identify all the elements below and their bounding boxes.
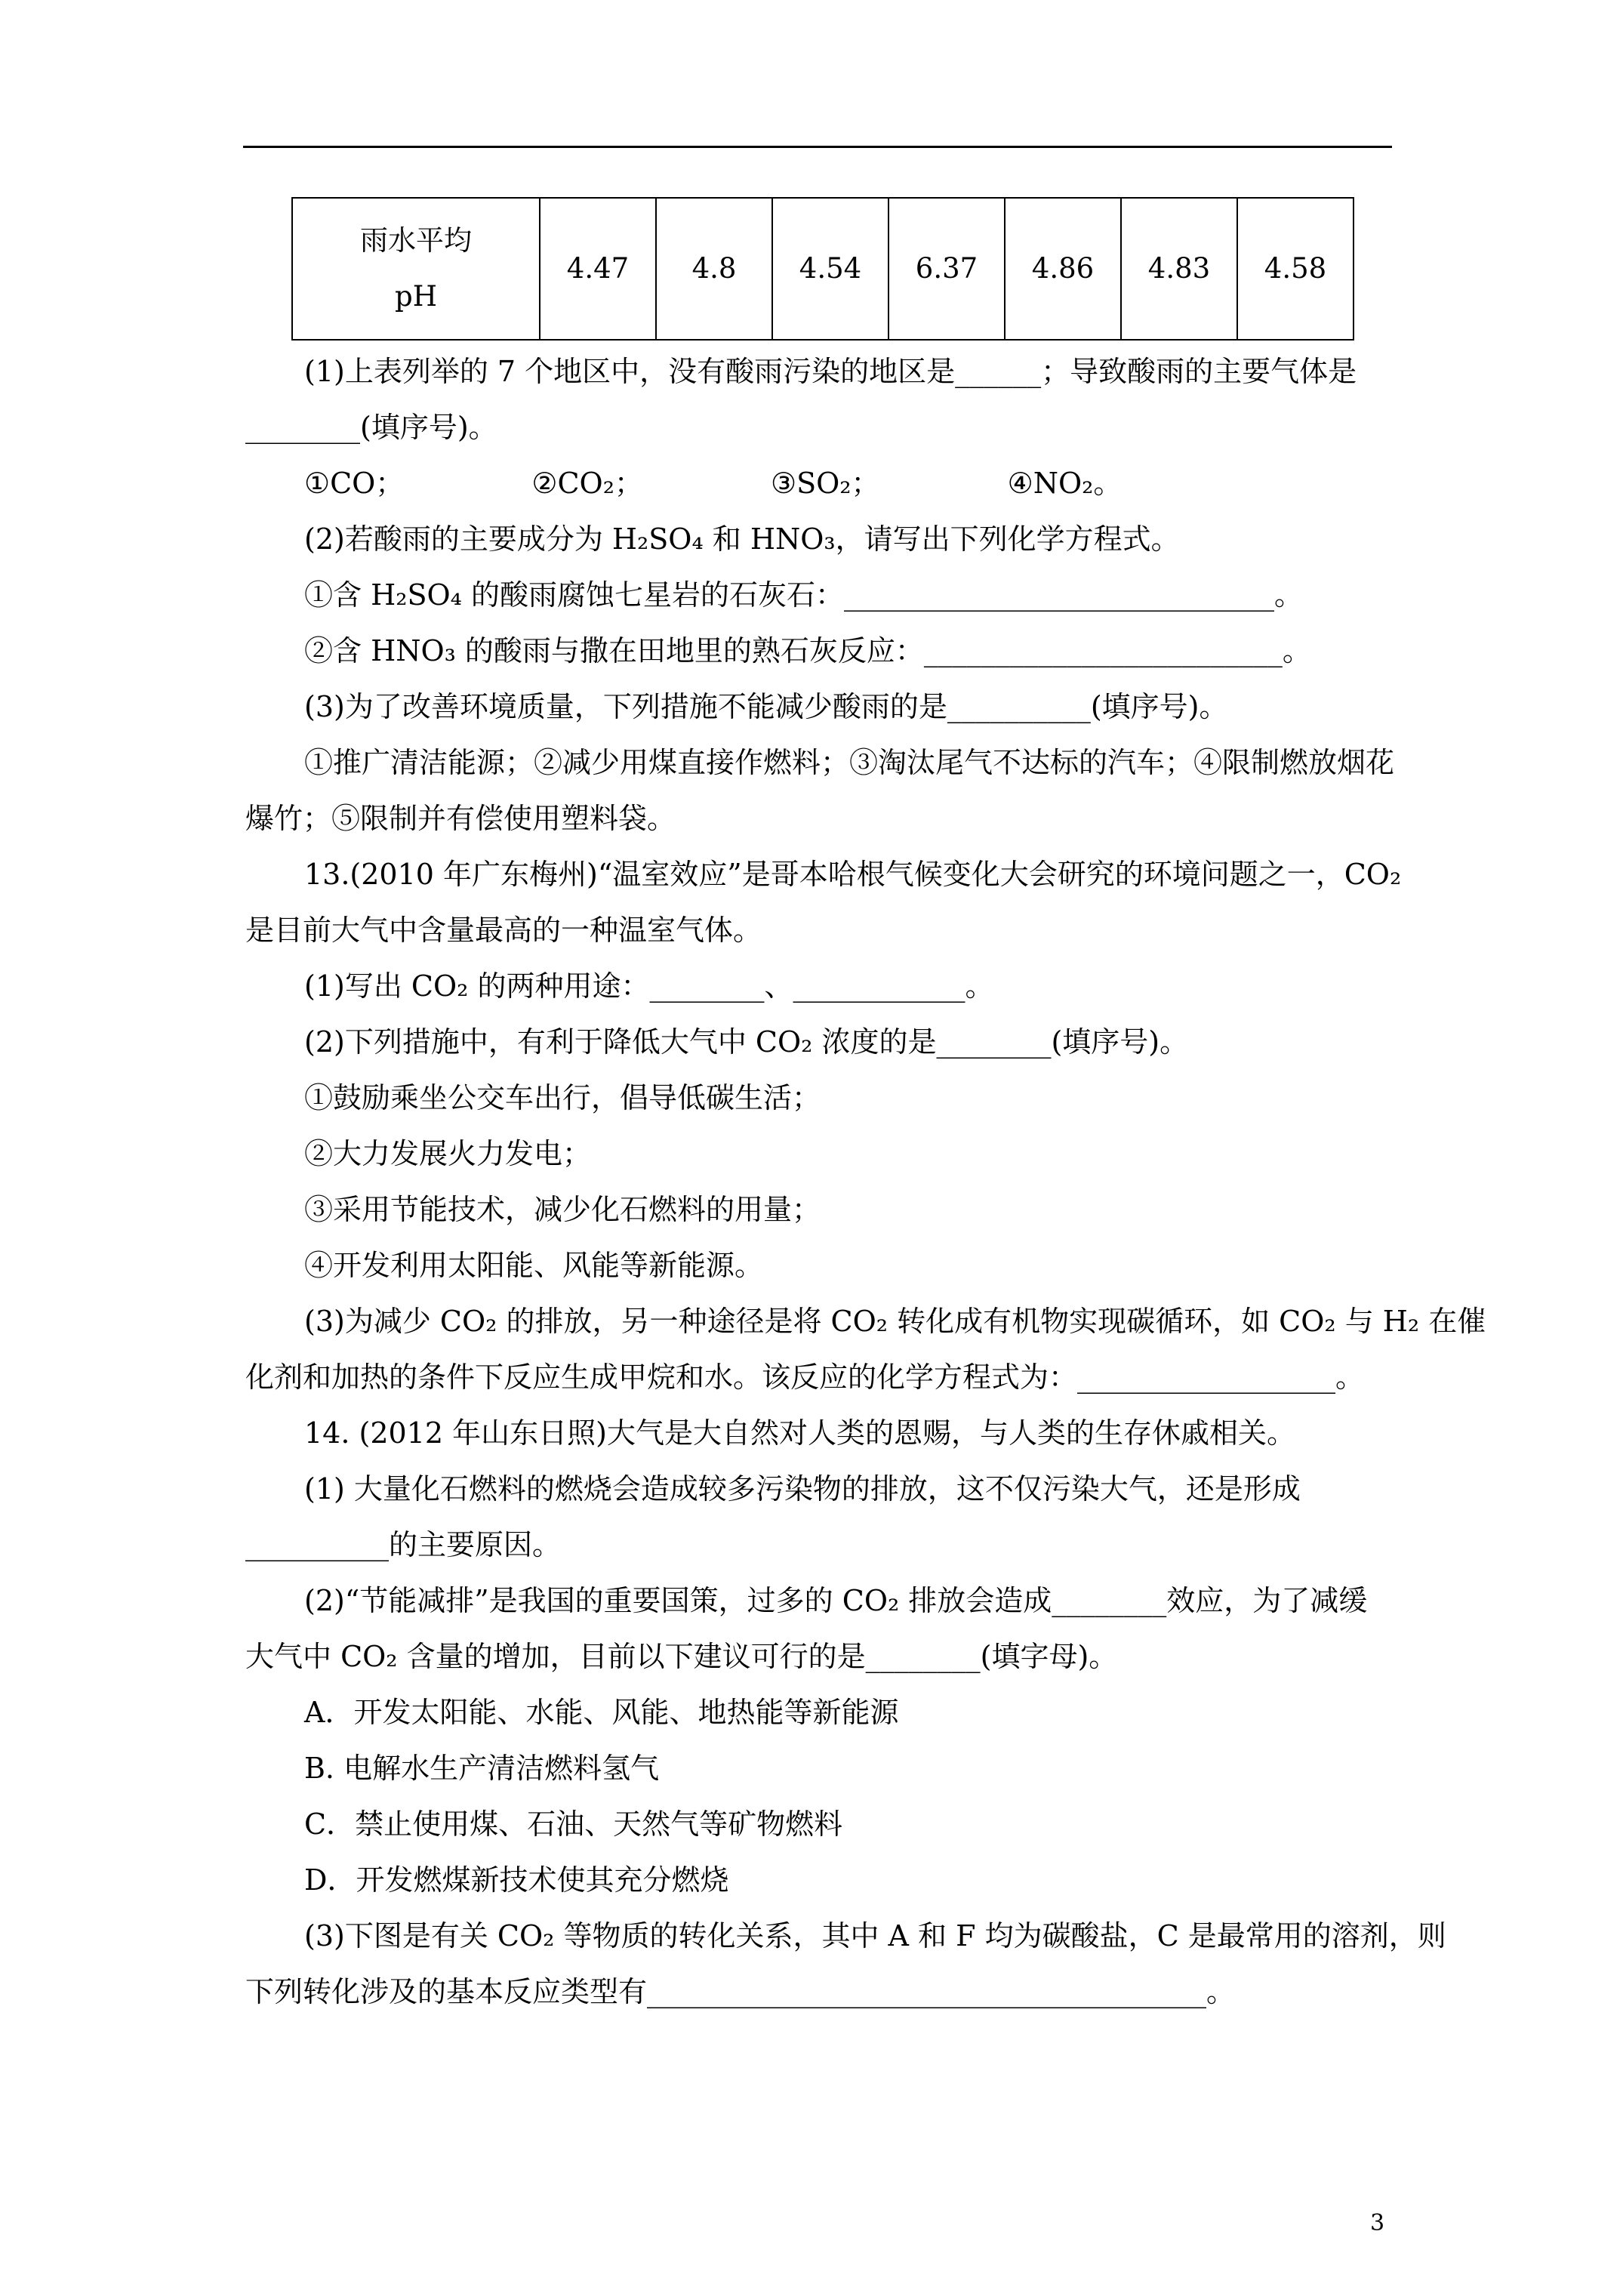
rain-ph-table bbox=[291, 197, 1354, 341]
text-line: __________的主要原因。 bbox=[245, 1528, 562, 1561]
text-line: (2)下列措施中，有利于降低大气中 CO₂ 浓度的是________(填序号)。 bbox=[304, 1025, 1189, 1059]
text-line: ①CO； ②CO₂； ③SO₂； ④NO₂。 bbox=[304, 467, 1123, 500]
row-label-line2: pH bbox=[395, 280, 437, 313]
text-line: 下列转化涉及的基本反应类型有_______________________________________。 bbox=[245, 1975, 1236, 2008]
text-line: ①鼓励乘坐公交车出行，倡导低碳生活； bbox=[304, 1081, 821, 1114]
text-line: ③采用节能技术，减少化石燃料的用量； bbox=[304, 1193, 821, 1226]
text-line: (2)“节能减排”是我国的重要国策，过多的 CO₂ 排放会造成________效应，为了减缓 bbox=[304, 1584, 1368, 1617]
text-line: A．开发太阳能、水能、风能、地热能等新能源 bbox=[304, 1696, 899, 1729]
ph-value-cell: 4.47 bbox=[540, 198, 656, 340]
text-line: ①含 H₂SO₄ 的酸雨腐蚀七星岩的石灰石：______________________________。 bbox=[304, 578, 1303, 612]
row-header-cell bbox=[292, 198, 540, 340]
text-line: (3)为了改善环境质量，下列措施不能减少酸雨的是__________(填序号)。 bbox=[304, 690, 1228, 723]
text-line: (3)下图是有关 CO₂ 等物质的转化关系，其中 A 和 F 均为碳酸盐，C 是最常用的溶剂，则 bbox=[304, 1919, 1446, 1952]
text-line: 大气中 CO₂ 含量的增加，目前以下建议可行的是________(填字母)。 bbox=[245, 1640, 1118, 1673]
text-line: (3)为减少 CO₂ 的排放，另一种途径是将 CO₂ 转化成有机物实现碳循环，如 CO₂ 与 H₂ 在催 bbox=[304, 1305, 1486, 1338]
text-line: (2)若酸雨的主要成分为 H₂SO₄ 和 HNO₃，请写出下列化学方程式。 bbox=[304, 522, 1180, 556]
ph-value-cell: 4.58 bbox=[1237, 198, 1354, 340]
text-line: B. 电解水生产清洁燃料氢气 bbox=[304, 1752, 660, 1785]
text-line: C．禁止使用煤、石油、天然气等矿物燃料 bbox=[304, 1808, 843, 1841]
ph-value-cell: 4.86 bbox=[1005, 198, 1121, 340]
text-line: (1)上表列举的 7 个地区中，没有酸雨污染的地区是______；导致酸雨的主要气体是 bbox=[304, 355, 1357, 388]
text-line: (1) 大量化石燃料的燃烧会造成较多污染物的排放，这不仅污染大气，还是形成 bbox=[304, 1472, 1301, 1505]
text-line: ②含 HNO₃ 的酸雨与撒在田地里的熟石灰反应：_________________________。 bbox=[304, 634, 1311, 667]
ph-value-cell: 4.54 bbox=[772, 198, 888, 340]
ph-value-cell: 4.8 bbox=[656, 198, 772, 340]
text-line: 爆竹；⑤限制并有偿使用塑料袋。 bbox=[245, 802, 676, 835]
row-label-line1: 雨水平均 bbox=[360, 224, 472, 257]
page-number: 3 bbox=[1370, 2210, 1385, 2236]
text-line: 化剂和加热的条件下反应生成甲烷和水。该反应的化学方程式为：__________________。 bbox=[245, 1361, 1365, 1394]
text-line: ①推广清洁能源；②减少用煤直接作燃料；③淘汰尾气不达标的汽车；④限制燃放烟花 bbox=[304, 746, 1395, 779]
ph-value-cell: 4.83 bbox=[1121, 198, 1237, 340]
header-rule bbox=[243, 146, 1392, 148]
table-row bbox=[292, 198, 1354, 340]
text-line: ④开发利用太阳能、风能等新能源。 bbox=[304, 1249, 764, 1282]
ph-value-cell: 6.37 bbox=[888, 198, 1005, 340]
question-14-heading: 14. (2012 年山东日照)大气是大自然对人类的恩赐，与人类的生存休戚相关。 bbox=[304, 1416, 1295, 1450]
question-13-heading: 13.(2010 年广东梅州)“温室效应”是哥本哈根气候变化大会研究的环境问题之一，CO₂ bbox=[304, 858, 1402, 891]
text-line: ________(填序号)。 bbox=[245, 411, 497, 444]
text-line: D．开发燃煤新技术使其充分燃烧 bbox=[304, 1863, 729, 1897]
text-line: 是目前大气中含量最高的一种温室气体。 bbox=[245, 914, 762, 947]
text-line: ②大力发展火力发电； bbox=[304, 1137, 592, 1170]
text-line: (1)写出 CO₂ 的两种用途：________、____________。 bbox=[304, 969, 994, 1003]
